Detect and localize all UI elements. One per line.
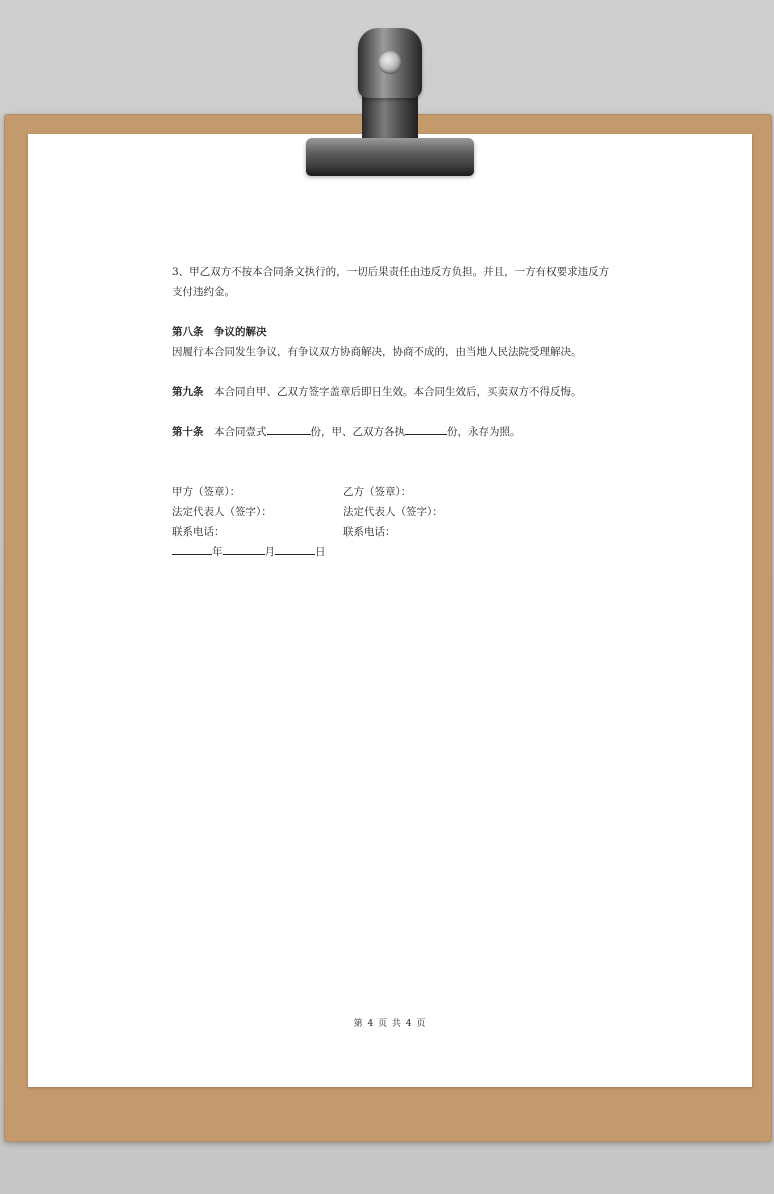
binder-clip xyxy=(300,24,480,180)
party-a-seal: 甲方（签章）： xyxy=(172,486,241,498)
article-9-text: 本合同自甲、乙双方签字盖章后即日生效。本合同生效后，买卖双方不得反悔。 xyxy=(203,386,582,398)
date-day-label: 日 xyxy=(315,546,326,558)
party-a-rep: 法定代表人（签字）： xyxy=(172,506,272,518)
clause-3-line-1: 3、甲乙双方不按本合同条文执行的，一切后果责任由违反方负担。并且，一方有权要求违反方 xyxy=(172,266,610,278)
copies-total-blank xyxy=(267,422,311,435)
article-10-text-b: 份，甲、乙双方各执 xyxy=(310,426,405,438)
date-year-label: 年 xyxy=(212,546,223,558)
article-8-text: 因履行本合同发生争议，有争议双方协商解决，协商不成的，由当地人民法院受理解决。 xyxy=(172,346,582,358)
clip-base-lip xyxy=(306,164,474,176)
clause-3-line-2: 支付违约金。 xyxy=(172,286,235,298)
article-8-title: 第八条 争议的解决 xyxy=(172,326,267,338)
page-number: 第 4 页 共 4 页 xyxy=(353,1019,427,1029)
party-a-phone: 联系电话： xyxy=(172,526,225,538)
party-b-seal: 乙方（签章）： xyxy=(343,486,412,498)
article-9-head: 第九条 xyxy=(172,386,204,398)
party-b-phone: 联系电话： xyxy=(343,526,396,538)
signature-row-seal xyxy=(172,482,612,502)
year-blank xyxy=(172,542,212,555)
party-b-rep: 法定代表人（签字）： xyxy=(343,506,443,518)
date-month-label: 月 xyxy=(264,546,275,558)
article-9 xyxy=(172,382,612,402)
month-blank xyxy=(223,542,265,555)
copies-each-blank xyxy=(405,422,447,435)
article-10-text-c: 份，永存为照。 xyxy=(447,426,521,438)
document-body xyxy=(172,262,612,562)
day-blank xyxy=(275,542,315,555)
article-10 xyxy=(172,422,612,442)
signature-date xyxy=(172,542,612,562)
signature-row-phone xyxy=(172,522,612,542)
article-10-text-a: 本合同壹式 xyxy=(203,426,267,438)
signature-row-rep xyxy=(172,502,612,522)
clip-hole-icon xyxy=(378,50,402,74)
article-10-head: 第十条 xyxy=(172,426,204,438)
